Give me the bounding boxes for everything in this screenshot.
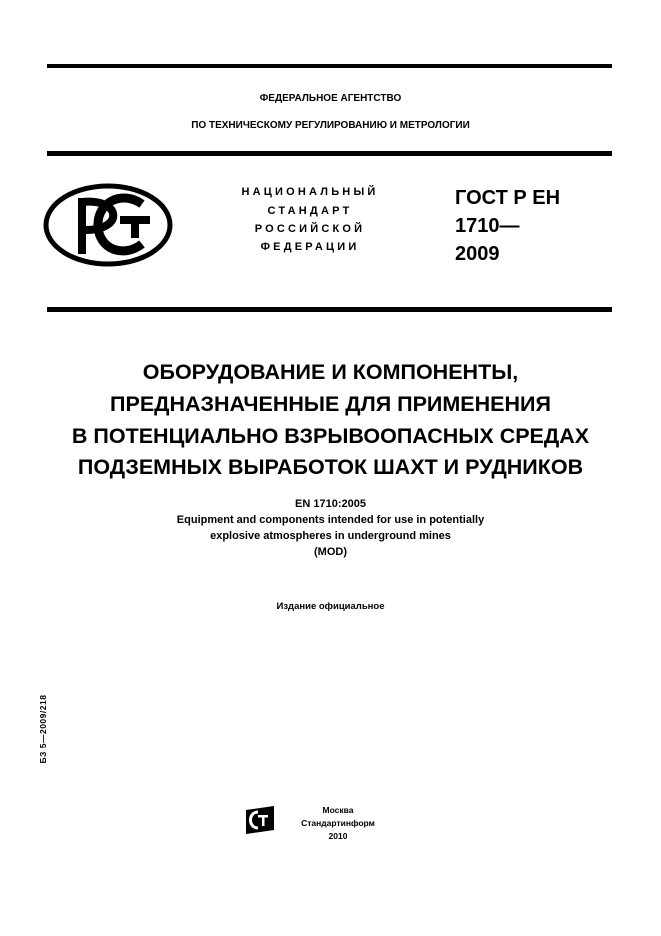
standard-type-line-1: НАЦИОНАЛЬНЫЙ [241,186,379,198]
side-code: БЗ 5—2009/218 [38,694,48,764]
designation-line-2: 1710— [455,215,520,237]
title-line-2: ПРЕДНАЗНАЧЕННЫЕ ДЛЯ ПРИМЕНЕНИЯ [110,392,551,416]
standard-type-line-2: СТАНДАРТ [267,205,353,217]
publisher-year: 2010 [328,831,348,841]
designation-line-1: ГОСТ Р ЕН [455,187,561,209]
en-title-line-1: Equipment and components intended for use in potentially [176,514,485,526]
title-line-1: ОБОРУДОВАНИЕ И КОМПОНЕНТЫ, [142,360,519,384]
header-rule [47,151,612,156]
agency-line-1: ФЕДЕРАЛЬНОЕ АГЕНТСТВО [259,93,402,104]
edition-label: Издание официальное [276,601,385,612]
standard-type-line-4: ФЕДЕРАЦИИ [260,241,360,253]
en-title-line-2: explosive atmospheres in underground mines [210,530,451,542]
title-line-4: ПОДЗЕМНЫХ ВЫРАБОТОК ШАХТ И РУДНИКОВ [77,455,584,479]
publisher-city: Москва [322,805,354,815]
agency-line-2: ПО ТЕХНИЧЕСКОМУ РЕГУЛИРОВАНИЮ И МЕТРОЛОГИИ [191,120,470,131]
publisher-name: Стандартинформ [301,818,375,828]
top-rule [47,64,612,68]
standard-type-line-3: РОССИЙСКОЙ [254,223,366,235]
masthead-rule [47,307,612,312]
title-line-3: В ПОТЕНЦИАЛЬНО ВЗРЫВООПАСНЫХ СРЕДАХ [71,424,590,448]
en-title-line-3: (MOD) [314,546,347,558]
publisher-logo [244,806,276,841]
en-code: EN 1710:2005 [295,498,366,510]
designation-line-3: 2009 [455,243,500,265]
rst-logo [42,182,174,273]
